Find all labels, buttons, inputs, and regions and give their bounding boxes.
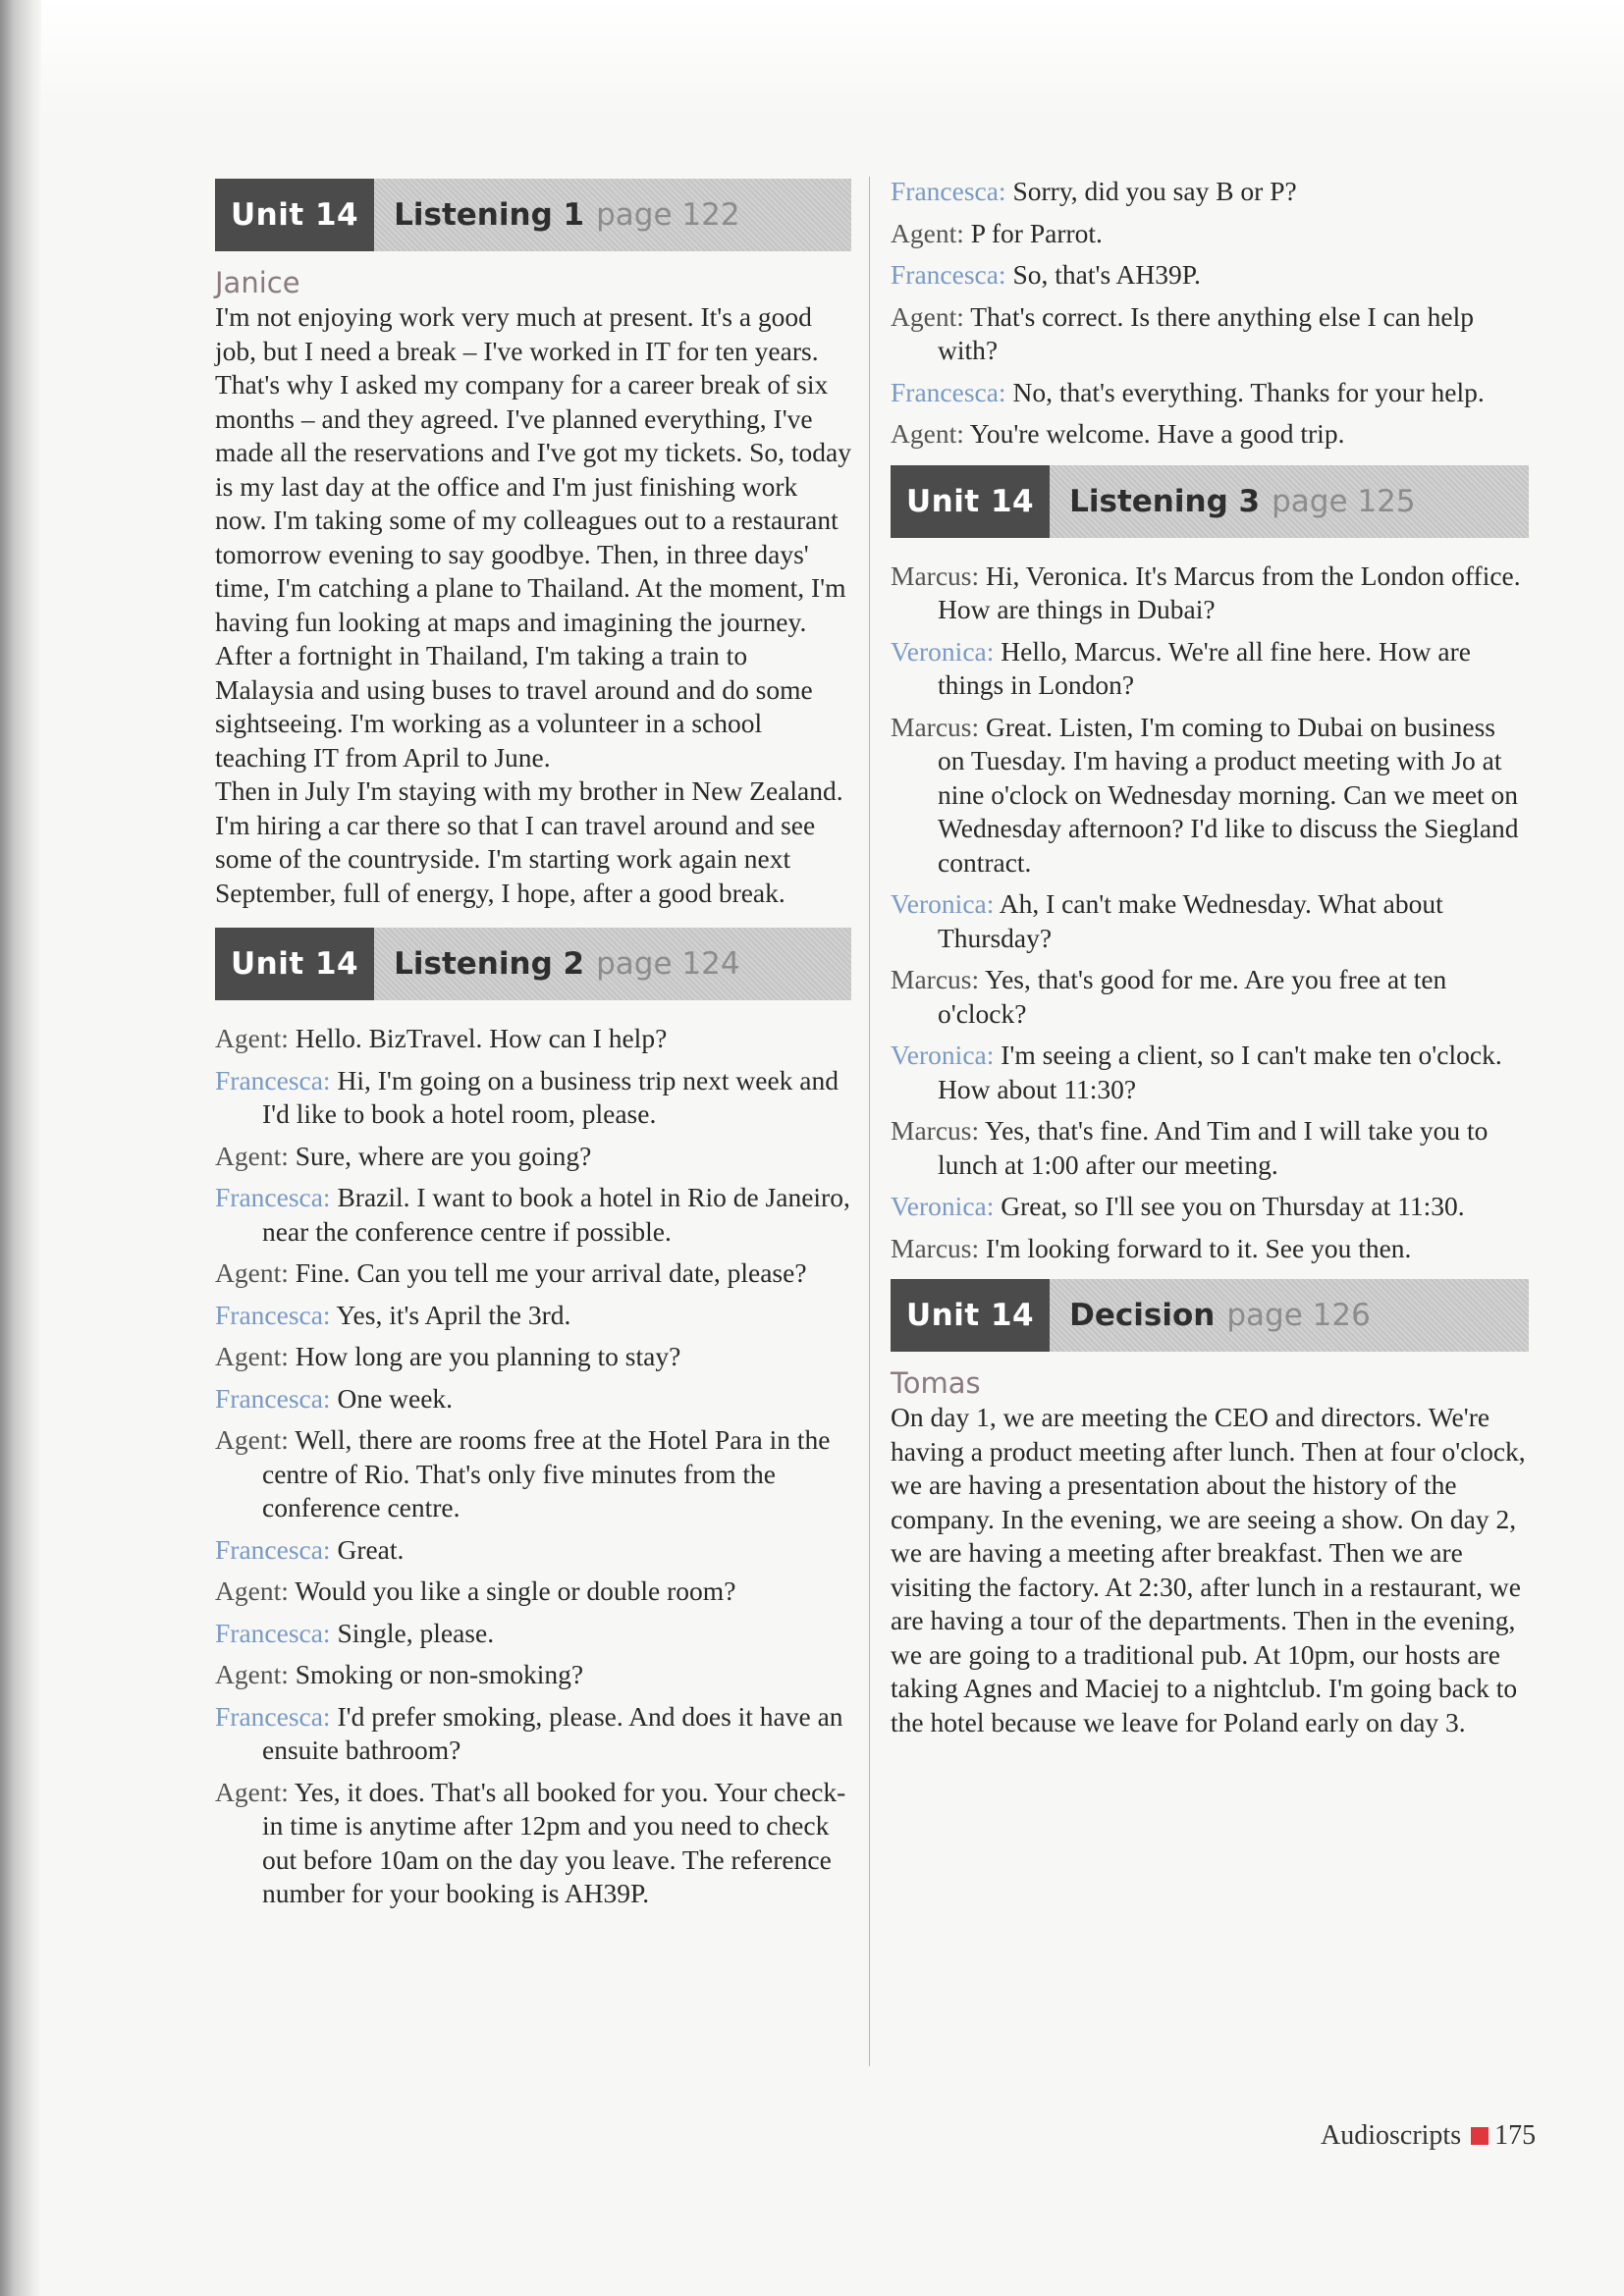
speaker-label: Agent: bbox=[215, 1659, 289, 1689]
footer-label: Audioscripts bbox=[1321, 2120, 1462, 2151]
speaker-label: Agent: bbox=[215, 1341, 289, 1371]
speaker-label: Agent: bbox=[891, 217, 964, 248]
dialogue-line bbox=[891, 376, 1529, 410]
line-text: Great. Listen, I'm coming to Dubai on business on Tuesday. I'm having a product meeting with Jo at nine o'clock on Wednesday morning. Can we meet on Wednesday afternoon? I'd like to discuss the Siegland contract. bbox=[938, 711, 1519, 878]
speaker-label: Francesca: bbox=[215, 1299, 331, 1330]
dialogue-line bbox=[891, 1190, 1529, 1224]
paragraph: After a fortnight in Thailand, I'm taking a train to Malaysia and using buses to travel around and do some sightseeing. I'm working as a volunteer in a school teaching IT from April to June. bbox=[215, 640, 813, 773]
dialogue-line bbox=[215, 1617, 851, 1651]
dialogue-line bbox=[215, 1776, 851, 1911]
scan-top-shade bbox=[0, 0, 1624, 118]
speaker-label: Francesca: bbox=[215, 1064, 331, 1095]
listening-2-dialogue bbox=[215, 1022, 851, 1911]
listening-3-banner bbox=[891, 465, 1529, 538]
line-text: Sure, where are you going? bbox=[288, 1140, 592, 1171]
dialogue-line bbox=[215, 1533, 851, 1568]
line-text: Yes, it's April the 3rd. bbox=[330, 1299, 571, 1330]
line-text: Yes, that's good for me. Are you free at ten o'clock? bbox=[938, 964, 1447, 1029]
line-text: Yes, it does. That's all booked for you. Your check-in time is anytime after 12pm and you need to check out before 10am on the day you leave. The reference number for your booking is AH39P. bbox=[262, 1776, 846, 1908]
speaker-label: Francesca: bbox=[215, 1617, 331, 1648]
decision-banner bbox=[891, 1279, 1529, 1352]
dialogue-line bbox=[891, 1232, 1529, 1266]
dialogue-line bbox=[215, 1256, 851, 1291]
task-label: Decision bbox=[1069, 1298, 1216, 1333]
column-divider bbox=[869, 177, 870, 2066]
speaker-label: Francesca: bbox=[215, 1382, 331, 1414]
line-text: So, that's AH39P. bbox=[1005, 259, 1201, 290]
speaker-label: Veronica: bbox=[891, 888, 995, 919]
line-text: Hi, I'm going on a business trip next week and I'd like to book a hotel room, please. bbox=[262, 1064, 839, 1129]
page-footer bbox=[1321, 2120, 1536, 2152]
dialogue-line bbox=[891, 258, 1529, 293]
dialogue-line bbox=[891, 175, 1529, 209]
dialogue-line bbox=[891, 417, 1529, 452]
speaker-label: Agent: bbox=[215, 1140, 289, 1171]
dialogue-line bbox=[215, 1140, 851, 1174]
dialogue-line bbox=[891, 560, 1529, 627]
page-reference: page 126 bbox=[1226, 1298, 1371, 1333]
page-number: 175 bbox=[1494, 2120, 1537, 2151]
line-text: Brazil. I want to book a hotel in Rio de Janeiro, near the conference centre if possible. bbox=[262, 1182, 850, 1247]
scan-binding-shadow bbox=[0, 0, 41, 2296]
listening-1-text bbox=[215, 300, 851, 910]
speaker-label: Agent: bbox=[215, 1776, 289, 1807]
dialogue-line bbox=[215, 1382, 851, 1416]
page-reference: page 125 bbox=[1272, 483, 1416, 519]
left-column bbox=[215, 179, 851, 1919]
dialogue-line bbox=[215, 1658, 851, 1692]
speaker-label: Francesca: bbox=[215, 1700, 331, 1732]
page-reference: page 122 bbox=[596, 197, 740, 233]
speaker-label: Agent: bbox=[215, 1575, 289, 1606]
speaker-label: Agent: bbox=[215, 1023, 289, 1053]
listening-2-banner bbox=[215, 928, 851, 1000]
line-text: Hello. BizTravel. How can I help? bbox=[288, 1023, 668, 1053]
line-text: Yes, that's fine. And Tim and I will take you to lunch at 1:00 after our meeting. bbox=[938, 1115, 1489, 1180]
speaker-label: Francesca: bbox=[215, 1533, 331, 1565]
line-text: No, that's everything. Thanks for your help. bbox=[1005, 376, 1485, 407]
dialogue-line bbox=[891, 887, 1529, 955]
dialogue-line bbox=[891, 300, 1529, 368]
dialogue-line bbox=[215, 1022, 851, 1056]
red-square-marker bbox=[1471, 2127, 1489, 2145]
dialogue-line bbox=[891, 1039, 1529, 1106]
speaker-label: Marcus: bbox=[891, 964, 980, 994]
line-text: Hi, Veronica. It's Marcus from the London office. How are things in Dubai? bbox=[938, 560, 1521, 624]
dialogue-line bbox=[215, 1340, 851, 1374]
line-text: I'm looking forward to it. See you then. bbox=[979, 1232, 1412, 1263]
unit-label: Unit 14 bbox=[215, 928, 374, 1000]
dialogue-line bbox=[891, 711, 1529, 881]
paragraph: On day 1, we are meeting the CEO and directors. We're having a product meeting after lunch. Then at four o'clock, we are having a presentation about the history of the company. In the evening, we are seeing a show. On day 2, we are having a meeting after breakfast. Then we are visiting the factory. At 2:30, after lunch in a restaurant, we are having a tour of the departments. Then in the evening, we are going to a traditional pub. At 10pm, our hosts are taking Agnes and Maciej to a nightclub. I'm going back to the hotel because we leave for Poland early on day 3. bbox=[891, 1402, 1526, 1737]
speaker-label: Agent: bbox=[215, 1424, 289, 1455]
speaker-label: Veronica: bbox=[891, 1040, 995, 1070]
dialogue-line bbox=[215, 1575, 851, 1609]
speaker-heading: Janice bbox=[215, 266, 300, 299]
line-text: Great. bbox=[330, 1533, 405, 1565]
dialogue-line bbox=[891, 217, 1529, 251]
decision-text bbox=[891, 1401, 1529, 1739]
dialogue-line bbox=[215, 1423, 851, 1525]
speaker-label: Veronica: bbox=[891, 1191, 995, 1221]
speaker-label: Francesca: bbox=[891, 259, 1006, 290]
listening-1-banner bbox=[215, 179, 851, 251]
dialogue-line bbox=[215, 1299, 851, 1333]
paragraph: I'm not enjoying work very much at present. It's a good job, but I need a break – I've worked in IT for ten years. That's why I asked my company for a career break of six months – and they agreed. I've planned everything, I've made all the reservations and I've got my tickets. So, today is my last day at the office and I'm just finishing work now. I'm taking some of my colleagues out to a restaurant tomorrow evening to say goodbye. Then, in three days' time, I'm catching a plane to Thailand. At the moment, I'm having fun looking at maps and imagining the journey. bbox=[215, 301, 851, 637]
speaker-label: Francesca: bbox=[215, 1182, 331, 1212]
line-text: One week. bbox=[330, 1382, 454, 1414]
line-text: Sorry, did you say B or P? bbox=[1005, 176, 1297, 206]
speaker-label: Francesca: bbox=[891, 176, 1006, 206]
line-text: Ah, I can't make Wednesday. What about Thursday? bbox=[938, 888, 1443, 953]
unit-label: Unit 14 bbox=[215, 179, 374, 251]
speaker-label: Marcus: bbox=[891, 711, 980, 742]
listening-2-dialogue-continued bbox=[891, 175, 1529, 452]
line-text: Hello, Marcus. We're all fine here. How are things in London? bbox=[938, 635, 1471, 700]
line-text: You're welcome. Have a good trip. bbox=[963, 418, 1345, 449]
line-text: I'm seeing a client, so I can't make ten o'clock. How about 11:30? bbox=[938, 1040, 1502, 1104]
dialogue-line bbox=[891, 1114, 1529, 1182]
paragraph: Then in July I'm staying with my brother in New Zealand. I'm hiring a car there so that I can travel around and see some of the countryside. I'm starting work again next September, full of energy, I hope, after a good break. bbox=[215, 775, 843, 908]
task-label: Listening 2 bbox=[394, 946, 585, 982]
dialogue-line bbox=[215, 1181, 851, 1249]
task-label: Listening 1 bbox=[394, 197, 585, 233]
line-text: Well, there are rooms free at the Hotel Para in the centre of Rio. That's only five minutes from the conference centre. bbox=[262, 1424, 831, 1522]
line-text: Single, please. bbox=[330, 1617, 495, 1648]
line-text: Fine. Can you tell me your arrival date, please? bbox=[288, 1257, 807, 1288]
line-text: I'd prefer smoking, please. And does it have an ensuite bathroom? bbox=[262, 1700, 843, 1765]
dialogue-line bbox=[215, 1700, 851, 1768]
right-column bbox=[891, 167, 1529, 1739]
speaker-label: Marcus: bbox=[891, 1115, 980, 1146]
task-label: Listening 3 bbox=[1069, 483, 1261, 519]
speaker-label: Marcus: bbox=[891, 560, 980, 591]
dialogue-line bbox=[891, 963, 1529, 1031]
speaker-label: Francesca: bbox=[891, 376, 1006, 407]
speaker-heading: Tomas bbox=[891, 1366, 981, 1400]
speaker-label: Agent: bbox=[891, 418, 964, 449]
dialogue-line bbox=[215, 1064, 851, 1132]
line-text: Smoking or non-smoking? bbox=[288, 1659, 584, 1689]
speaker-label: Agent: bbox=[215, 1257, 289, 1288]
line-text: P for Parrot. bbox=[963, 217, 1103, 248]
listening-3-dialogue bbox=[891, 560, 1529, 1266]
speaker-label: Agent: bbox=[891, 300, 964, 332]
speaker-label: Veronica: bbox=[891, 635, 995, 667]
dialogue-line bbox=[891, 635, 1529, 703]
speaker-label: Marcus: bbox=[891, 1232, 980, 1263]
page-reference: page 124 bbox=[596, 946, 740, 982]
unit-label: Unit 14 bbox=[891, 465, 1050, 538]
line-text: That's correct. Is there anything else I can help with? bbox=[938, 300, 1474, 365]
unit-label: Unit 14 bbox=[891, 1279, 1050, 1352]
line-text: Would you like a single or double room? bbox=[288, 1575, 736, 1606]
line-text: How long are you planning to stay? bbox=[288, 1341, 681, 1371]
line-text: Great, so I'll see you on Thursday at 11:30. bbox=[994, 1191, 1465, 1221]
